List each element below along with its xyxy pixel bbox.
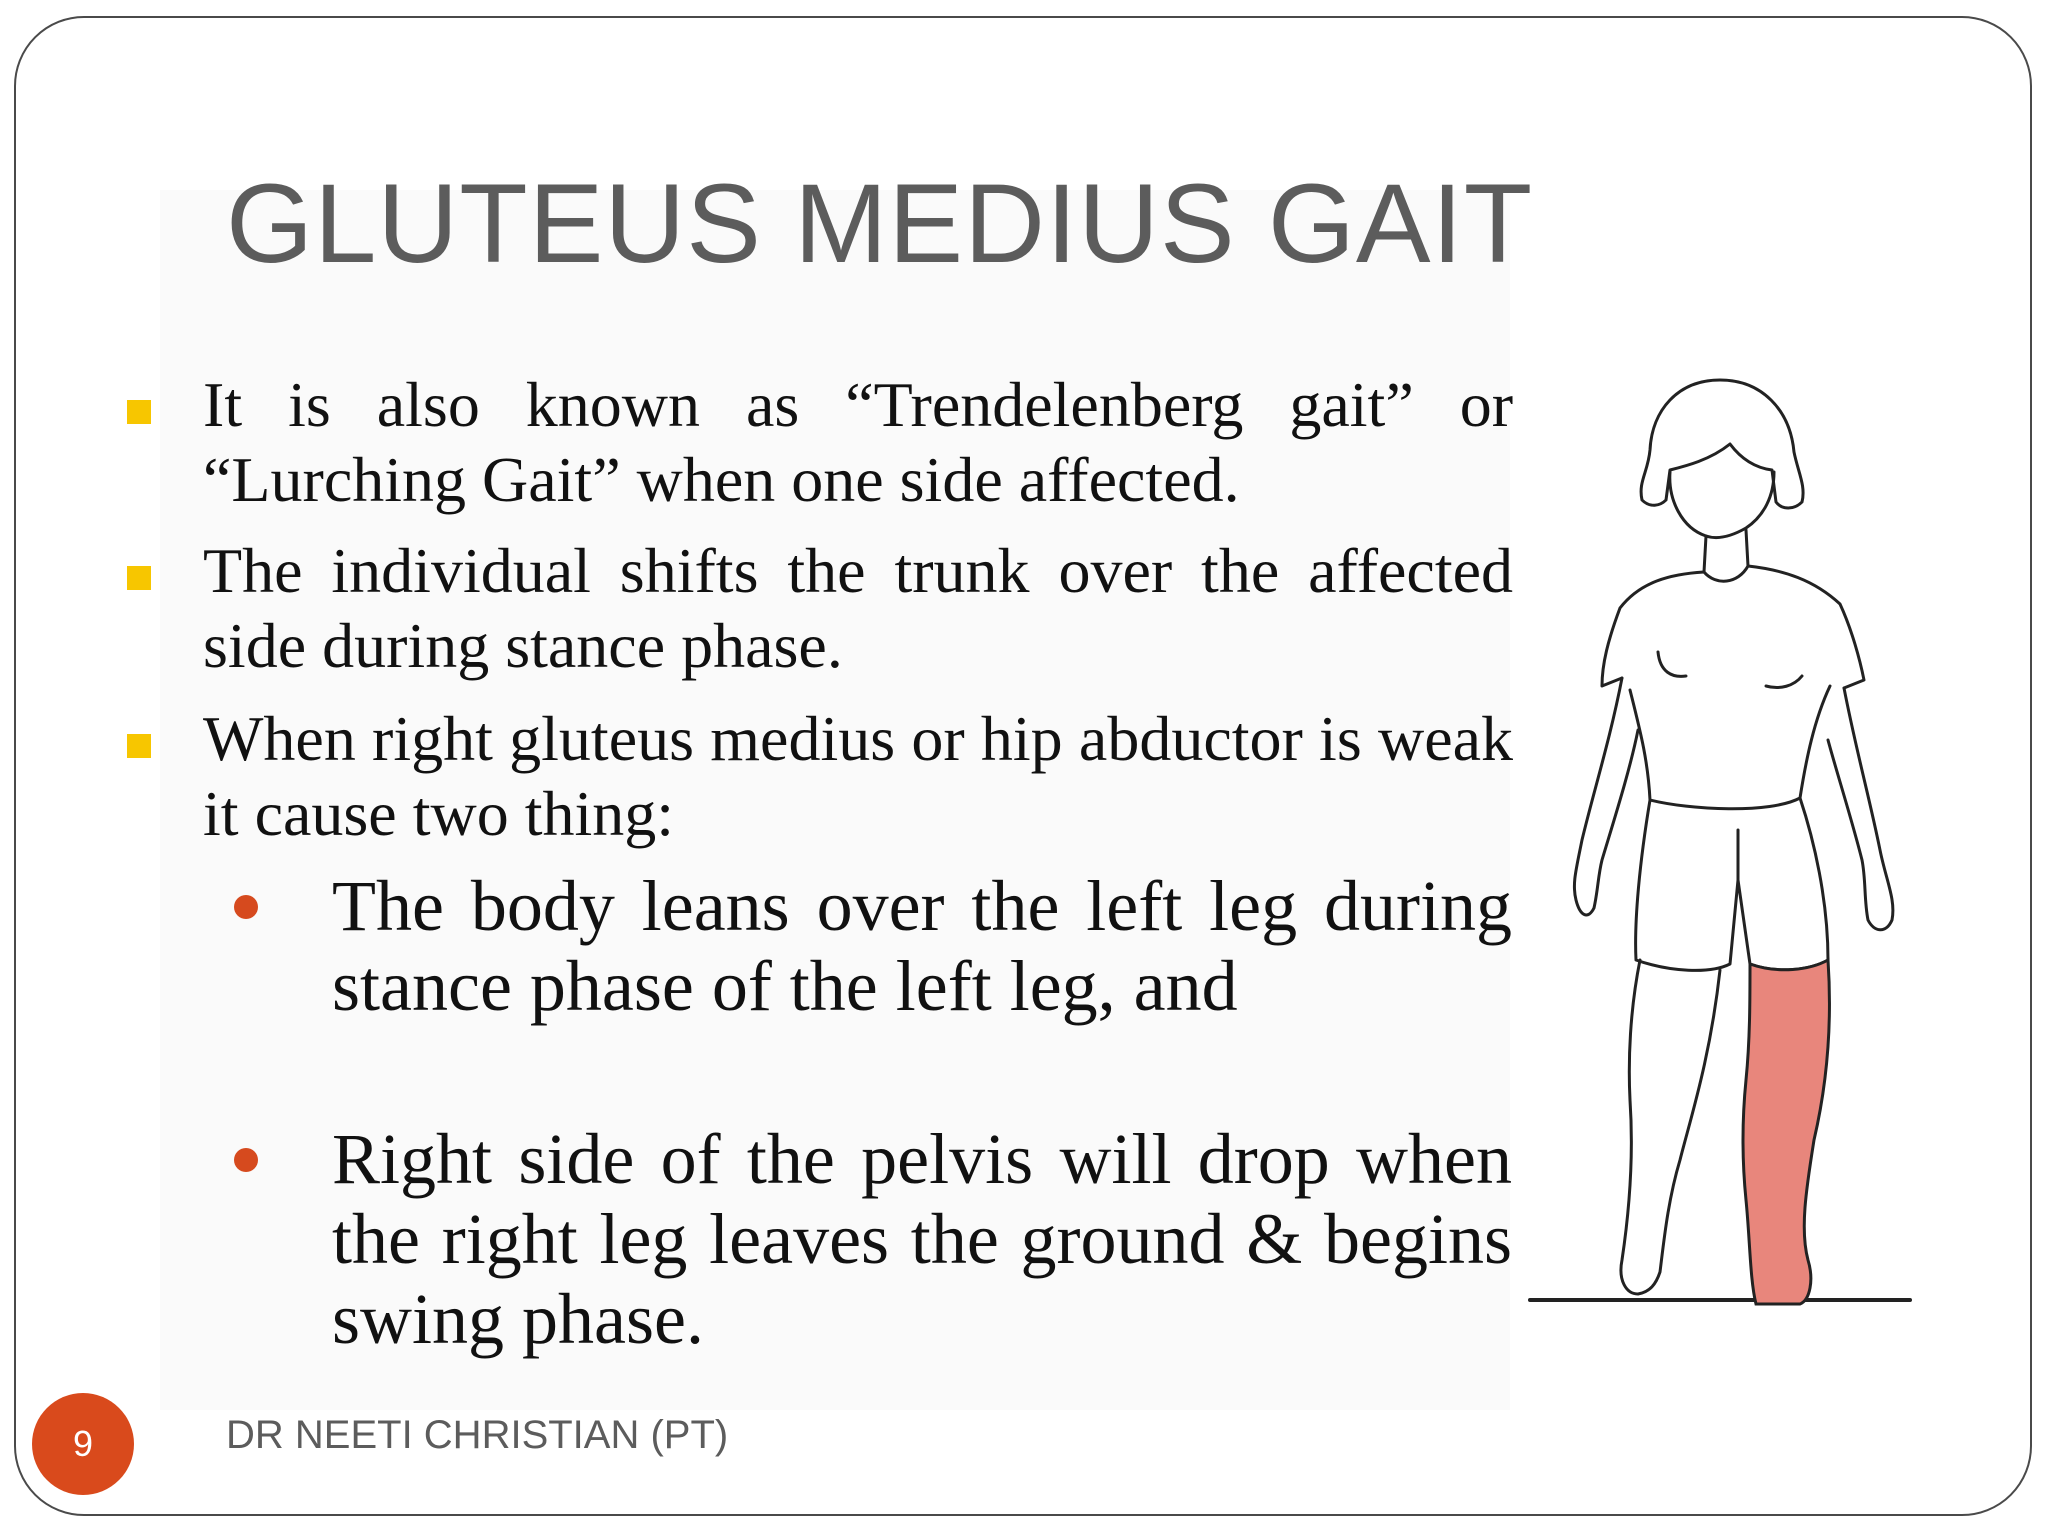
sub-bullet-item: Right side of the pelvis will drop when the right leg leaves the ground & begins swing phase. [332,1119,1512,1359]
footer-author: DR NEETI CHRISTIAN (PT) [226,1413,729,1457]
bullet-item: The individual shifts the trunk over the affected side during stance phase. [203,535,1513,681]
sub-bullet-item: The body leans over the left leg during stance phase of the left leg, and [332,866,1512,1026]
slide-number-badge [32,1393,134,1495]
walking-woman-illustration-icon [1510,360,1930,1320]
slide-title: GLUTEUS MEDIUS GAIT [226,161,1534,286]
bullet-item: When right gluteus medius or hip abductor is weak it cause two thing: [203,703,1513,849]
sub-bullet-dot-icon [234,895,258,919]
bullet-square-icon [127,400,151,424]
bullet-item: It is also known as “Trendelenberg gait” or “Lurching Gait” when one side affected. [203,369,1513,515]
sub-bullet-dot-icon [234,1148,258,1172]
bullet-square-icon [127,566,151,590]
bullet-square-icon [127,734,151,758]
slide-number: 9 [72,1423,94,1464]
